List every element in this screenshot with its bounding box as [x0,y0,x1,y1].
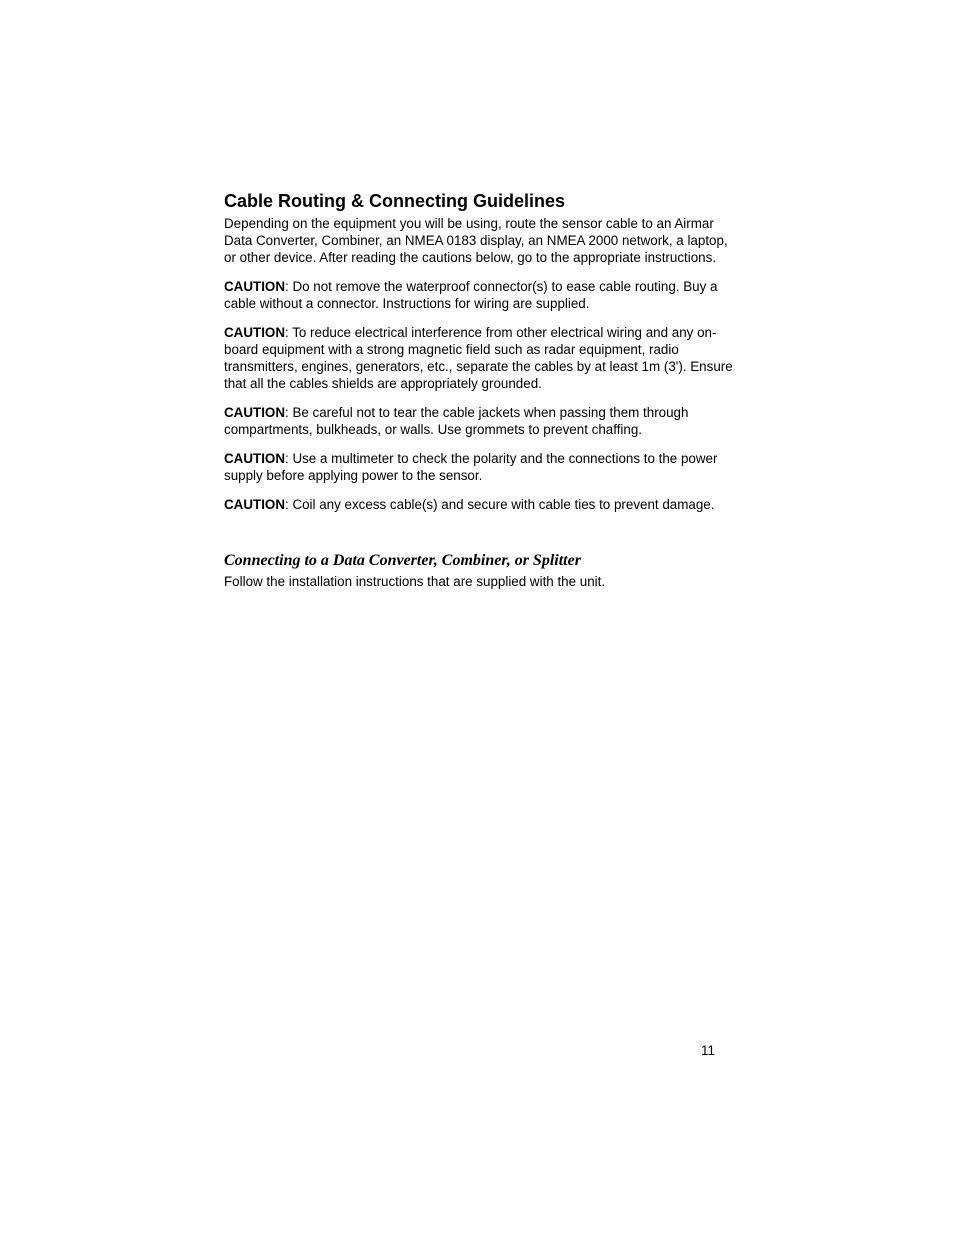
section-title: Cable Routing & Connecting Guidelines [224,191,566,211]
page-content [224,190,734,602]
caution-paragraph [224,278,734,312]
page-number: 11 [701,1043,715,1058]
section-intro: Depending on the equipment you will be using, route the sensor cable to an Airmar Data Converter, Combiner, an NMEA 0183 display, an NMEA 2000 network, a laptop, or other device. After reading the cautions below, go to the appropriate instructions. [224,216,728,265]
caution-paragraph [224,404,734,438]
caution-text: : Coil any excess cable(s) and secure with cable ties to prevent damage. [285,497,715,512]
subsection-title: Connecting to a Data Converter, Combiner, or Splitter [224,552,581,569]
caution-text: : Be careful not to tear the cable jackets when passing them through compartments, bulkheads, or walls. Use grommets to prevent chaffing. [224,405,689,437]
caution-text: : To reduce electrical interference from other electrical wiring and any on-board equipment with a strong magnetic field such as radar equipment, radio transmitters, engines, generators, etc., separate the cables by at least 1m (3'). Ensure that all the cables shields are appropriately grounded. [224,325,733,391]
caution-text: : Do not remove the waterproof connector(s) to ease cable routing. Buy a cable without a connector. Instructions for wiring are supplied. [224,279,718,311]
caution-label: CAUTION [224,451,285,466]
caution-text: : Use a multimeter to check the polarity and the connections to the power supply before applying power to the sensor. [224,451,718,483]
caution-label: CAUTION [224,497,285,512]
caution-paragraph [224,324,734,392]
caution-label: CAUTION [224,279,285,294]
caution-label: CAUTION [224,325,285,340]
subsection-body: Follow the installation instructions that are supplied with the unit. [224,574,606,589]
caution-paragraph [224,496,734,513]
caution-label: CAUTION [224,405,285,420]
caution-paragraph [224,450,734,484]
